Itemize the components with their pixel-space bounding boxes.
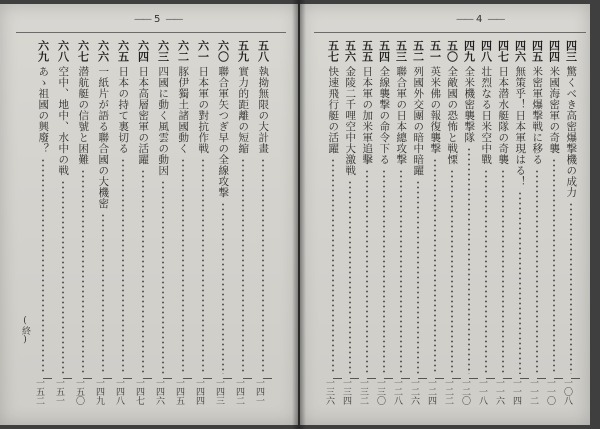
chapter-number: 六四 (136, 40, 150, 62)
toc-entry (34, 40, 52, 405)
dot-leader (202, 158, 204, 374)
chapter-number: 六二 (176, 40, 190, 62)
page-ref: 一二〇 (460, 378, 478, 405)
chapter-number: 四五 (530, 40, 544, 62)
chapter-title: 金陵二千哩空中大激戦 (344, 66, 357, 176)
toc-entry (114, 40, 132, 405)
chapter-title: 日本高層密軍の活躍 (137, 66, 150, 165)
dot-leader (400, 169, 402, 374)
toc-entry (254, 40, 272, 405)
dot-leader (502, 169, 504, 374)
toc-entry (194, 40, 212, 405)
chapter-number: 六五 (116, 40, 130, 62)
dot-leader (417, 180, 419, 374)
chapter-number: 六〇 (216, 40, 230, 62)
toc-entry (324, 40, 342, 405)
toc-entry (174, 40, 192, 405)
chapter-number: 五四 (377, 40, 391, 62)
chapter-number: 五三 (394, 40, 408, 62)
dot-leader (62, 180, 64, 374)
chapter-title: 執拗無限の大計畫 (257, 66, 270, 154)
toc-entry (375, 40, 393, 405)
dot-leader (349, 180, 351, 374)
dot-leader (434, 158, 436, 374)
toc-entry (443, 40, 461, 405)
right-page (300, 4, 590, 425)
page-ref: 一四四 (194, 378, 212, 405)
toc-entry (528, 40, 546, 405)
page-ref: 一四九 (94, 378, 112, 405)
chapter-number: 六三 (156, 40, 170, 62)
chapter-number: 四四 (547, 40, 561, 62)
dot-leader (366, 169, 368, 374)
page-ref: 一一四 (511, 378, 529, 405)
chapter-title: 快速飛行艇の活躍 (327, 66, 340, 154)
toc-entry (134, 40, 152, 405)
toc-entry (511, 40, 529, 405)
chapter-title: 列國外交團の暗中暗躍 (412, 66, 425, 176)
toc-entry (494, 40, 512, 405)
dot-leader (82, 169, 84, 374)
header-rule (314, 32, 586, 33)
dot-leader (222, 202, 224, 374)
toc-entry (54, 40, 72, 405)
dot-leader (536, 169, 538, 374)
dot-leader (451, 169, 453, 374)
chapter-number: 五二 (411, 40, 425, 62)
toc-entry (154, 40, 172, 405)
dot-leader (262, 158, 264, 374)
toc-entry (94, 40, 112, 405)
dot-leader (42, 158, 44, 374)
book-gutter (292, 0, 306, 429)
chapter-title: 壮烈なる日米空中戰 (480, 66, 493, 165)
dot-leader (332, 158, 334, 374)
chapter-title: 全敵國の恐怖と戦慄 (446, 66, 459, 165)
chapter-number: 四九 (462, 40, 476, 62)
toc-entry (477, 40, 495, 405)
chapter-title: 潜航艇の信號と困難 (77, 66, 90, 165)
chapter-number: 四七 (496, 40, 510, 62)
dot-leader (519, 191, 521, 374)
chapter-title: 日本軍の對抗作戦 (197, 66, 210, 154)
page-ref: 一一〇 (545, 378, 563, 405)
page-ref: 一一六 (494, 378, 512, 405)
chapter-title: 日本潜水艇隊の奇襲 (497, 66, 510, 165)
chapter-title: 一紙片が語る聯合國の大機密 (97, 66, 110, 209)
chapter-number: 四八 (479, 40, 493, 62)
chapter-title: 全米機密襲撃隊 (463, 66, 476, 143)
chapter-number: 五〇 (445, 40, 459, 62)
page-ref: 一五二 (34, 378, 52, 405)
chapter-title: 驚くべき高密爆撃機の成力 (565, 66, 578, 198)
page-ref: 一〇八 (562, 378, 580, 405)
chapter-number: 五八 (256, 40, 270, 62)
page-ref: 一三六 (324, 378, 342, 405)
page-ref: 一二四 (426, 378, 444, 405)
dot-leader (122, 158, 124, 374)
chapter-number: 六九 (36, 40, 50, 62)
chapter-title: 無策乎！日本軍現はる！ (514, 66, 527, 187)
page-ref: 一四三 (214, 378, 232, 405)
page-ref: 一四七 (134, 378, 152, 405)
page-ref: 一一八 (477, 378, 495, 405)
toc-entry (562, 40, 580, 405)
page-ref: 一五〇 (74, 378, 92, 405)
chapter-title: あゝ祖國の興廢？ (37, 66, 50, 154)
chapter-number: 四三 (564, 40, 578, 62)
chapter-number: 六一 (196, 40, 210, 62)
page-ref: 一三二 (358, 378, 376, 405)
left-page (0, 4, 298, 425)
chapter-title: 四國に動く風雲の動因 (157, 66, 170, 176)
toc-entry (74, 40, 92, 405)
chapter-title: 空中、地中、水中の戦 (57, 66, 70, 176)
page-ref: 一四五 (174, 378, 192, 405)
page-number: —— 4 —— (452, 14, 507, 25)
chapter-title: 實力的距離の短縮 (237, 66, 250, 154)
dot-leader (553, 158, 555, 374)
page-ref: 一四一 (254, 378, 272, 405)
toc-entry (234, 40, 252, 405)
chapter-number: 五六 (343, 40, 357, 62)
page-ref: 一四六 (154, 378, 172, 405)
chapter-title: 聯合軍の日本總攻撃 (395, 66, 408, 165)
page-ref: 一五一 (54, 378, 72, 405)
chapter-number: 四六 (513, 40, 527, 62)
toc-entry (358, 40, 376, 405)
toc-entry (409, 40, 427, 405)
chapter-number: 五九 (236, 40, 250, 62)
dot-leader (102, 213, 104, 374)
chapter-number: 五一 (428, 40, 442, 62)
chapter-title: 聯合軍矢つぎ早の全線攻撃 (217, 66, 230, 198)
page-number: —— 5 —— (130, 14, 185, 25)
chapter-number: 六七 (76, 40, 90, 62)
page-ref: 一二八 (392, 378, 410, 405)
dot-leader (182, 158, 184, 374)
dot-leader (242, 158, 244, 374)
dot-leader (485, 169, 487, 374)
dot-leader (570, 202, 572, 374)
chapter-number: 五五 (360, 40, 374, 62)
toc-entry (426, 40, 444, 405)
chapter-number: 五七 (326, 40, 340, 62)
page-ref: 一四八 (114, 378, 132, 405)
dot-leader (383, 169, 385, 374)
page-ref: 一四二 (234, 378, 252, 405)
chapter-number: 六八 (56, 40, 70, 62)
chapter-title: 全線襲撃の命令下る (378, 66, 391, 165)
toc-entry (460, 40, 478, 405)
chapter-title: 米國海密軍の奇襲 (548, 66, 561, 154)
page-ref: 一三〇 (375, 378, 393, 405)
chapter-title: 米密軍爆撃戦に移る (531, 66, 544, 165)
header-rule (16, 32, 286, 33)
chapter-title: 日本の持て裏切る (117, 66, 130, 154)
end-mark: (終) (20, 316, 30, 345)
page-ref: 一二六 (409, 378, 427, 405)
page-ref: 一二二 (443, 378, 461, 405)
toc-entry (341, 40, 359, 405)
toc-entry (392, 40, 410, 405)
chapter-title: 英米佛の報復襲撃 (429, 66, 442, 154)
dot-leader (162, 180, 164, 374)
chapter-number: 六六 (96, 40, 110, 62)
chapter-title: 日本軍の加米軍追擊 (361, 66, 374, 165)
toc-entry (214, 40, 232, 405)
dot-leader (468, 147, 470, 374)
chapter-title: 豚伊獨土諸國動く (177, 66, 190, 154)
page-ref: 一三四 (341, 378, 359, 405)
page-ref: 一一二 (528, 378, 546, 405)
dot-leader (142, 169, 144, 374)
toc-entry (545, 40, 563, 405)
